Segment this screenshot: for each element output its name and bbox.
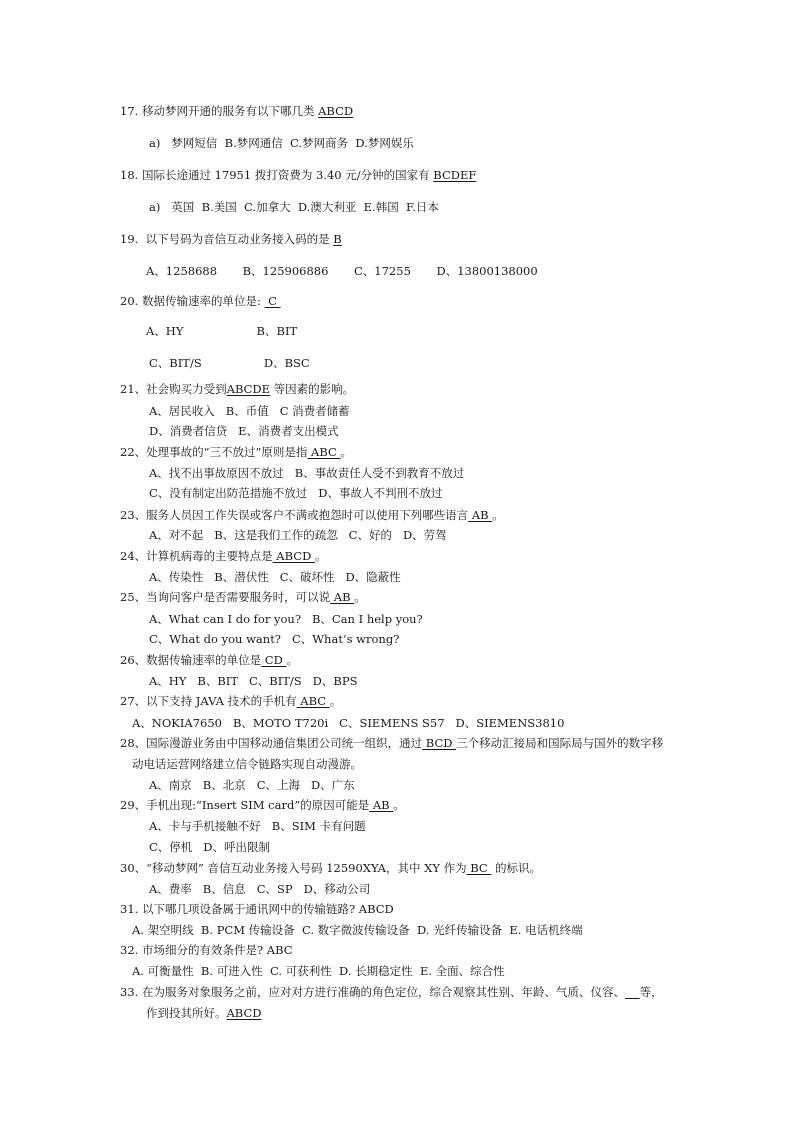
question-31: 31. 以下哪几项设备属于通讯网中的传输链路? ABCD (120, 902, 394, 916)
question-20: 20. 数据传输速率的单位是: C (120, 294, 281, 308)
answer: AB (330, 590, 355, 604)
question-32: 32. 市场细分的有效条件是? ABC (120, 943, 293, 957)
options-20-b: C、BIT/S D、BSC (149, 356, 310, 370)
question-19: 19. 以下号码为音信互动业务接入码的是 B (120, 232, 342, 246)
answer: ABCD (318, 104, 354, 118)
options-29-a: A、卡与手机接触不好 B、SIM 卡有问题 (149, 819, 366, 833)
question-17: 17. 移动梦网开通的服务有以下哪几类 ABCD (120, 104, 354, 118)
options-30: A、费率 B、信息 C、SP D、移动公司 (149, 882, 371, 896)
options-22-a: A、找不出事故原因不放过 B、事故责任人受不到教育不放过 (149, 466, 465, 480)
answer: AB (369, 798, 394, 812)
question-33-cont: 作到投其所好。ABCD (146, 1006, 262, 1020)
answer: ABCDE (226, 382, 271, 396)
options-20-a: A、HY B、BIT (146, 324, 298, 338)
answer: ABC (296, 694, 330, 708)
answer: ABCD (272, 549, 315, 563)
options-24: A、传染性 B、潜伏性 C、破坏性 D、隐蔽性 (149, 570, 401, 584)
answer: CD (261, 653, 287, 667)
answer: C (264, 294, 281, 308)
options-18: a) 英国 B.美国 C.加拿大 D.澳大利亚 E.韩国 F.日本 (149, 200, 439, 214)
options-25-a: A、What can I do for you? B、Can I help you? (149, 612, 423, 626)
question-18: 18. 国际长途通过 17951 拨打资费为 3.40 元/分钟的国家有 BCDEF (120, 168, 477, 182)
question-28: 28、国际漫游业务由中国移动通信集团公司统一组织，通过 BCD 三个移动汇接局和国际局与国外的数字移 (120, 736, 664, 750)
answer: ABCD (358, 902, 394, 916)
answer: ABC (266, 943, 293, 957)
answer: BCDEF (433, 168, 477, 182)
answer: ABC (307, 445, 341, 459)
answer: ABCD (226, 1006, 262, 1020)
question-25: 25、当询问客户是否需要服务时，可以说 AB 。 (120, 590, 366, 604)
answer: B (333, 232, 342, 246)
answer: AB (468, 508, 493, 522)
options-26: A、HY B、BIT C、BIT/S D、BPS (149, 674, 358, 688)
question-27: 27、以下支持 JAVA 技术的手机有 ABC 。 (120, 694, 342, 708)
options-29-b: C、停机 D、呼出限制 (149, 840, 270, 854)
question-26: 26、数据传输速率的单位是 CD 。 (120, 653, 298, 667)
options-21-b: D、消费者信贷 E、消费者支出模式 (149, 424, 339, 438)
answer: BC (466, 861, 492, 875)
options-32: A. 可衡量性 B. 可进入性 C. 可获利性 D. 长期稳定性 E. 全面、综合性 (132, 964, 505, 978)
question-33: 33. 在为服务对象服务之前，应对对方进行准确的角色定位，综合观察其性别、年龄、气质、仪容、 等， (120, 985, 663, 999)
question-24: 24、计算机病毒的主要特点是 ABCD 。 (120, 549, 327, 563)
options-27: A、NOKIA7650 B、MOTO T720i C、SIEMENS S57 D、SIEMENS3810 (132, 716, 565, 730)
options-23: A、对不起 B、这是我们工作的疏忽 C、好的 D、劳驾 (149, 528, 447, 542)
options-17: a) 梦网短信 B.梦网通信 C.梦网商务 D.梦网娱乐 (149, 136, 414, 150)
question-29: 29、手机出现:“Insert SIM card”的原因可能是 AB 。 (120, 798, 405, 812)
blank (625, 985, 640, 999)
answer: BCD (422, 736, 457, 750)
options-21-a: A、居民收入 B、币值 C 消费者储蓄 (149, 404, 350, 418)
options-31: A. 架空明线 B. PCM 传输设备 C. 数字微波传输设备 D. 光纤传输设备 E. 电话机终端 (132, 923, 583, 937)
question-22: 22、处理事故的“三不放过”原则是指 ABC 。 (120, 445, 352, 459)
options-22-b: C、没有制定出防范措施不放过 D、事故人不判刑不放过 (149, 486, 443, 500)
question-21: 21、社会购买力受到ABCDE 等因素的影响。 (120, 382, 355, 396)
question-30: 30、“移动梦网” 音信互动业务接入号码 12590XYA，其中 XY 作为 BC 的标识。 (120, 861, 542, 875)
question-28-cont: 动电话运营网络建立信令链路实现自动漫游。 (132, 757, 362, 771)
options-25-b: C、What do you want? C、What’s wrong? (149, 632, 400, 646)
options-28: A、南京 B、北京 C、上海 D、广东 (149, 778, 355, 792)
options-19: A、1258688 B、125906886 C、17255 D、13800138000 (146, 264, 538, 278)
question-23: 23、服务人员因工作失误或客户不满或抱怨时可以使用下列哪些语言 AB 。 (120, 508, 504, 522)
